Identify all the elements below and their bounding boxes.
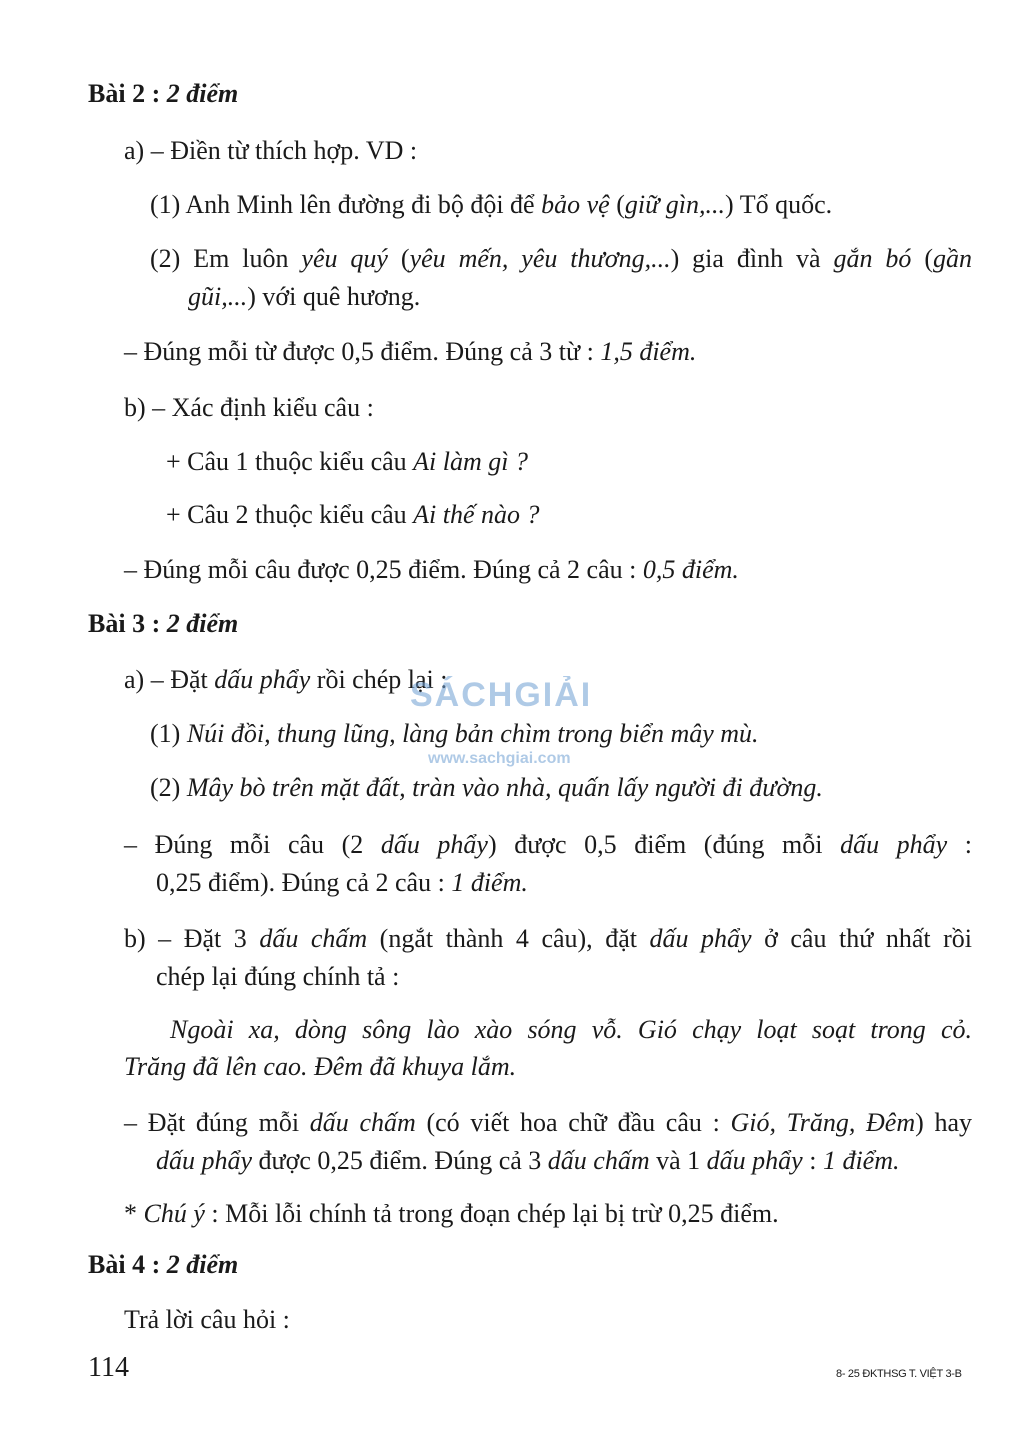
text-line <box>166 496 540 534</box>
text-line <box>156 864 528 902</box>
italic-text: Mây bò trên mặt đất, tràn vào nhà, quấn lấy người đi đường. <box>186 773 823 802</box>
text-span: + Câu 2 thuộc kiểu câu <box>166 500 414 529</box>
section-heading <box>88 1246 238 1284</box>
italic-text: dấu chấm <box>259 924 368 953</box>
text-line <box>150 186 832 224</box>
italic-text: gần <box>933 244 973 273</box>
italic-text: Gió, Trăng, Đêm <box>730 1108 916 1137</box>
text-span: – Đúng mỗi từ được 0,5 điểm. Đúng cả 3 từ : <box>124 337 601 366</box>
text-span: chép lại đúng chính tả : <box>156 962 400 991</box>
text-span: (có viết hoa chữ đầu câu : <box>415 1108 731 1137</box>
watermark-logo: SÁCHGIẢI <box>410 676 593 714</box>
text-line <box>124 1048 516 1086</box>
text-line <box>124 1301 290 1339</box>
italic-text: dấu phẩy <box>840 830 948 859</box>
italic-text: gắn bó <box>833 244 912 273</box>
page-number: 114 <box>88 1352 129 1383</box>
text-span: (2) <box>150 773 187 802</box>
text-span: ) Tổ quốc. <box>725 190 833 219</box>
text-span: Trả lời câu hỏi : <box>124 1305 290 1334</box>
text-line <box>124 333 696 371</box>
section-heading <box>88 75 238 113</box>
book-code: 8- 25 ĐKTHSG T. VIỆT 3-B <box>836 1368 962 1380</box>
italic-text: dấu phẩy <box>649 924 752 953</box>
italic-text: 1 điểm. <box>451 868 528 897</box>
text-span: b) – Đặt 3 <box>124 924 260 953</box>
text-span: ) hay <box>915 1108 972 1137</box>
italic-text: Ai làm gì ? <box>413 447 528 476</box>
text-span: Bài 3 : <box>88 609 167 638</box>
text-span: : <box>947 830 972 859</box>
italic-text: 1,5 điểm. <box>600 337 697 366</box>
italic-text: giữ gìn,... <box>624 190 725 219</box>
watermark-url: www.sachgiai.com <box>428 750 571 767</box>
text-line <box>166 443 528 481</box>
italic-text: yêu mến, yêu thương,... <box>409 244 671 273</box>
italic-text: dấu chấm <box>547 1146 650 1175</box>
italic-text: Ngoài xa, dòng sông lào xào sóng vỗ. Gió chạy loạt soạt trong cỏ. <box>170 1015 972 1044</box>
italic-text: dấu phẩy <box>214 665 311 694</box>
italic-text: 2 điểm <box>166 79 239 108</box>
italic-text: dấu phẩy <box>706 1146 803 1175</box>
text-span: – Đúng mỗi câu (2 <box>124 830 381 859</box>
text-span: + Câu 1 thuộc kiểu câu <box>166 447 414 476</box>
text-span: : Mỗi lỗi chính tả trong đoạn chép lại bị trừ 0,25 điểm. <box>204 1199 779 1228</box>
italic-text: bảo vệ <box>541 190 610 219</box>
text-span: (2) Em luôn <box>150 244 302 273</box>
italic-text: Chú ý <box>143 1199 205 1228</box>
text-line <box>124 1195 779 1233</box>
text-span: được 0,25 điểm. Đúng cả 3 <box>252 1146 548 1175</box>
text-span: * <box>124 1199 144 1228</box>
italic-text: dấu phẩy <box>156 1146 253 1175</box>
section-heading <box>88 605 238 643</box>
text-span: và 1 <box>649 1146 707 1175</box>
italic-text: yêu quý <box>301 244 388 273</box>
text-span: a) – Điền từ thích hợp. VD : <box>124 136 418 165</box>
text-span: (1) <box>150 719 187 748</box>
text-span: – Đúng mỗi câu được 0,25 điểm. Đúng cả 2 câu : <box>124 555 643 584</box>
text-span: : <box>802 1146 823 1175</box>
text-span: ở câu thứ nhất rồi <box>751 924 972 953</box>
italic-text: dấu phẩy <box>380 830 488 859</box>
text-span: (1) Anh Minh lên đường đi bộ đội để <box>150 190 542 219</box>
text-span: ( <box>387 244 410 273</box>
italic-text: 2 điểm <box>166 609 239 638</box>
text-span: – Đặt đúng mỗi <box>124 1108 310 1137</box>
text-span: ( <box>911 244 934 273</box>
text-span: ) được 0,5 điểm (đúng mỗi <box>487 830 841 859</box>
text-line <box>124 1104 972 1142</box>
italic-text: dấu chấm <box>309 1108 416 1137</box>
text-line <box>124 826 972 864</box>
text-line <box>156 958 399 996</box>
text-span: rồi chép lại : <box>310 665 448 694</box>
italic-text: 1 điểm. <box>822 1146 900 1175</box>
italic-text: Ai thế nào ? <box>413 500 540 529</box>
text-span: ) với quê hương. <box>247 282 421 311</box>
text-line <box>124 661 447 699</box>
text-span: 0,25 điểm). Đúng cả 2 câu : <box>156 868 452 897</box>
watermark <box>400 676 630 776</box>
text-line <box>170 1011 972 1049</box>
text-line <box>150 240 972 278</box>
italic-text: Núi đồi, thung lũng, làng bản chìm trong biển mây mù. <box>186 719 759 748</box>
text-line <box>188 278 420 316</box>
italic-text: 2 điểm <box>166 1250 239 1279</box>
text-line <box>124 132 417 170</box>
text-line <box>124 389 374 427</box>
text-span: Bài 2 : <box>88 79 167 108</box>
text-span: Bài 4 : <box>88 1250 167 1279</box>
text-span: (ngắt thành 4 câu), đặt <box>367 924 650 953</box>
text-span: ) gia đình và <box>670 244 834 273</box>
text-line <box>124 551 739 589</box>
text-span: ( <box>609 190 625 219</box>
text-line <box>156 1142 899 1180</box>
italic-text: Trăng đã lên cao. Đêm đã khuya lắm. <box>124 1052 517 1081</box>
text-span: a) – Đặt <box>124 665 215 694</box>
text-span: b) – Xác định kiểu câu : <box>124 393 374 422</box>
italic-text: 0,5 điểm. <box>642 555 739 584</box>
italic-text: gũi,... <box>188 282 248 311</box>
text-line <box>124 920 972 958</box>
